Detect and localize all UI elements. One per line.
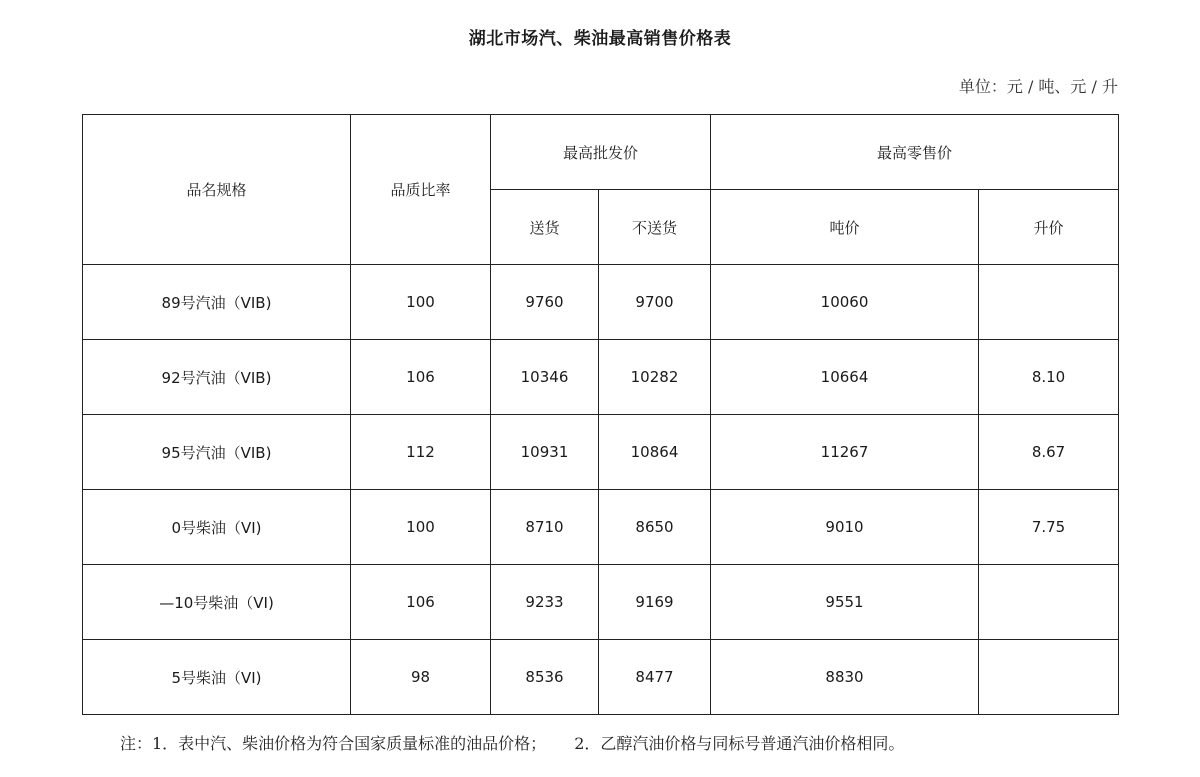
cell-product: 92号汽油（VIB)	[83, 340, 351, 415]
cell-per-liter: 8.67	[979, 415, 1119, 490]
cell-product: 0号柴油（VI)	[83, 490, 351, 565]
cell-per-liter: 8.10	[979, 340, 1119, 415]
cell-delivered: 8710	[491, 490, 599, 565]
cell-not-delivered: 9169	[599, 565, 711, 640]
cell-per-ton: 9551	[711, 565, 979, 640]
table-row	[83, 490, 1119, 565]
footnote-2: 2．乙醇汽油价格与同标号普通汽油价格相同。	[574, 734, 905, 753]
cell-per-ton: 10664	[711, 340, 979, 415]
price-table	[82, 114, 1119, 715]
cell-ratio: 98	[351, 640, 491, 715]
header-not-delivered: 不送货	[599, 190, 711, 265]
cell-ratio: 100	[351, 265, 491, 340]
cell-delivered: 10346	[491, 340, 599, 415]
table-row	[83, 640, 1119, 715]
page-title: 湖北市场汽、柴油最高销售价格表	[468, 29, 732, 49]
cell-ratio: 100	[351, 490, 491, 565]
header-quality-ratio: 品质比率	[351, 115, 491, 265]
footnote	[120, 731, 904, 754]
cell-per-liter: 7.75	[979, 490, 1119, 565]
header-row-1	[83, 115, 1119, 190]
table-body	[83, 265, 1119, 715]
cell-product: —10号柴油（VI)	[83, 565, 351, 640]
cell-delivered: 8536	[491, 640, 599, 715]
cell-product: 95号汽油（VIB)	[83, 415, 351, 490]
table-row	[83, 415, 1119, 490]
cell-ratio: 112	[351, 415, 491, 490]
cell-per-liter	[979, 565, 1119, 640]
header-per-ton: 吨价	[711, 190, 979, 265]
header-delivered: 送货	[491, 190, 599, 265]
cell-per-liter	[979, 640, 1119, 715]
cell-per-ton: 11267	[711, 415, 979, 490]
cell-not-delivered: 9700	[599, 265, 711, 340]
header-product: 品名规格	[83, 115, 351, 265]
table-row	[83, 265, 1119, 340]
cell-delivered: 9760	[491, 265, 599, 340]
cell-per-liter	[979, 265, 1119, 340]
cell-product: 89号汽油（VIB)	[83, 265, 351, 340]
cell-ratio: 106	[351, 565, 491, 640]
cell-delivered: 9233	[491, 565, 599, 640]
table-row	[83, 565, 1119, 640]
header-wholesale: 最高批发价	[491, 115, 711, 190]
cell-not-delivered: 8650	[599, 490, 711, 565]
table-row	[83, 340, 1119, 415]
unit-label: 单位：元 / 吨、元 / 升	[958, 77, 1118, 96]
cell-per-ton: 8830	[711, 640, 979, 715]
header-per-liter: 升价	[979, 190, 1119, 265]
cell-not-delivered: 8477	[599, 640, 711, 715]
footnote-1: 注：1．表中汽、柴油价格为符合国家质量标准的油品价格；	[120, 734, 547, 753]
cell-ratio: 106	[351, 340, 491, 415]
cell-product: 5号柴油（VI)	[83, 640, 351, 715]
cell-not-delivered: 10864	[599, 415, 711, 490]
cell-per-ton: 10060	[711, 265, 979, 340]
cell-not-delivered: 10282	[599, 340, 711, 415]
cell-per-ton: 9010	[711, 490, 979, 565]
header-retail: 最高零售价	[711, 115, 1119, 190]
cell-delivered: 10931	[491, 415, 599, 490]
